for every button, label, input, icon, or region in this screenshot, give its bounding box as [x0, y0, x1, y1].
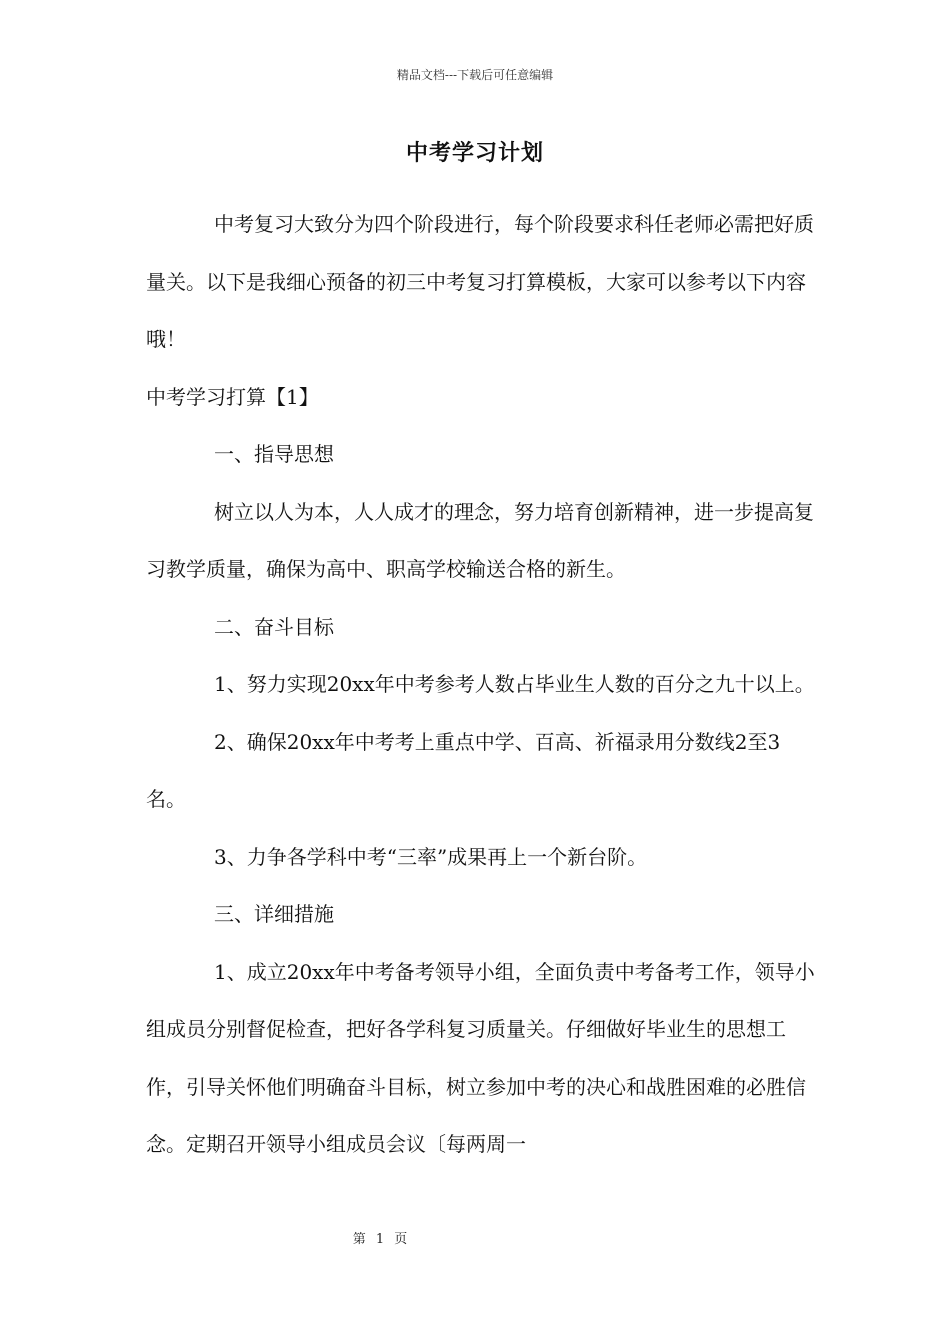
goal-item-3: 3、力争各学科中考“三率”成果再上一个新台阶。 [214, 844, 648, 869]
heading-guiding-ideology: 一、指导思想 [214, 442, 334, 466]
measure-item-1: 1、成立20xx年中考备考领导小组，全面负责中考备考工作，领导小组成员分别督促检查，把好各学科复习质量关。仔细做好毕业生的思想工作，引导关怀他们明确奋斗目标，树立参加中考的决心和战胜困难的必胜信念。定期召开领导小组成员会议〔每两周一 [146, 959, 815, 1156]
document-body [146, 196, 816, 1174]
goal-item-1: 1、努力实现20xx年中考参考人数占毕业生人数的百分之九十以上。 [214, 672, 815, 696]
page-header: 精品文档---下载后可任意编辑 [396, 68, 554, 82]
paragraph-ideology: 树立以人为本，人人成才的理念，努力培育创新精神，进一步提高复习教学质量，确保为高中、职高学校输送合格的新生。 [146, 499, 814, 581]
heading-goals: 二、奋斗目标 [214, 614, 334, 639]
intro-paragraph: 中考复习大致分为四个阶段进行，每个阶段要求科任老师必需把好质量关。以下是我细心预备的初三中考复习打算模板，大家可以参考以下内容哦！ [146, 212, 814, 351]
page-number: 第 1 页 [352, 1232, 408, 1247]
document-title: 中考学习计划 [405, 140, 544, 166]
section-heading-plan: 中考学习打算【1】 [146, 384, 319, 409]
goal-item-2: 2、确保20xx年中考考上重点中学、百高、祈福录用分数线2至3名。 [146, 729, 781, 811]
heading-measures: 三、详细措施 [214, 902, 334, 926]
